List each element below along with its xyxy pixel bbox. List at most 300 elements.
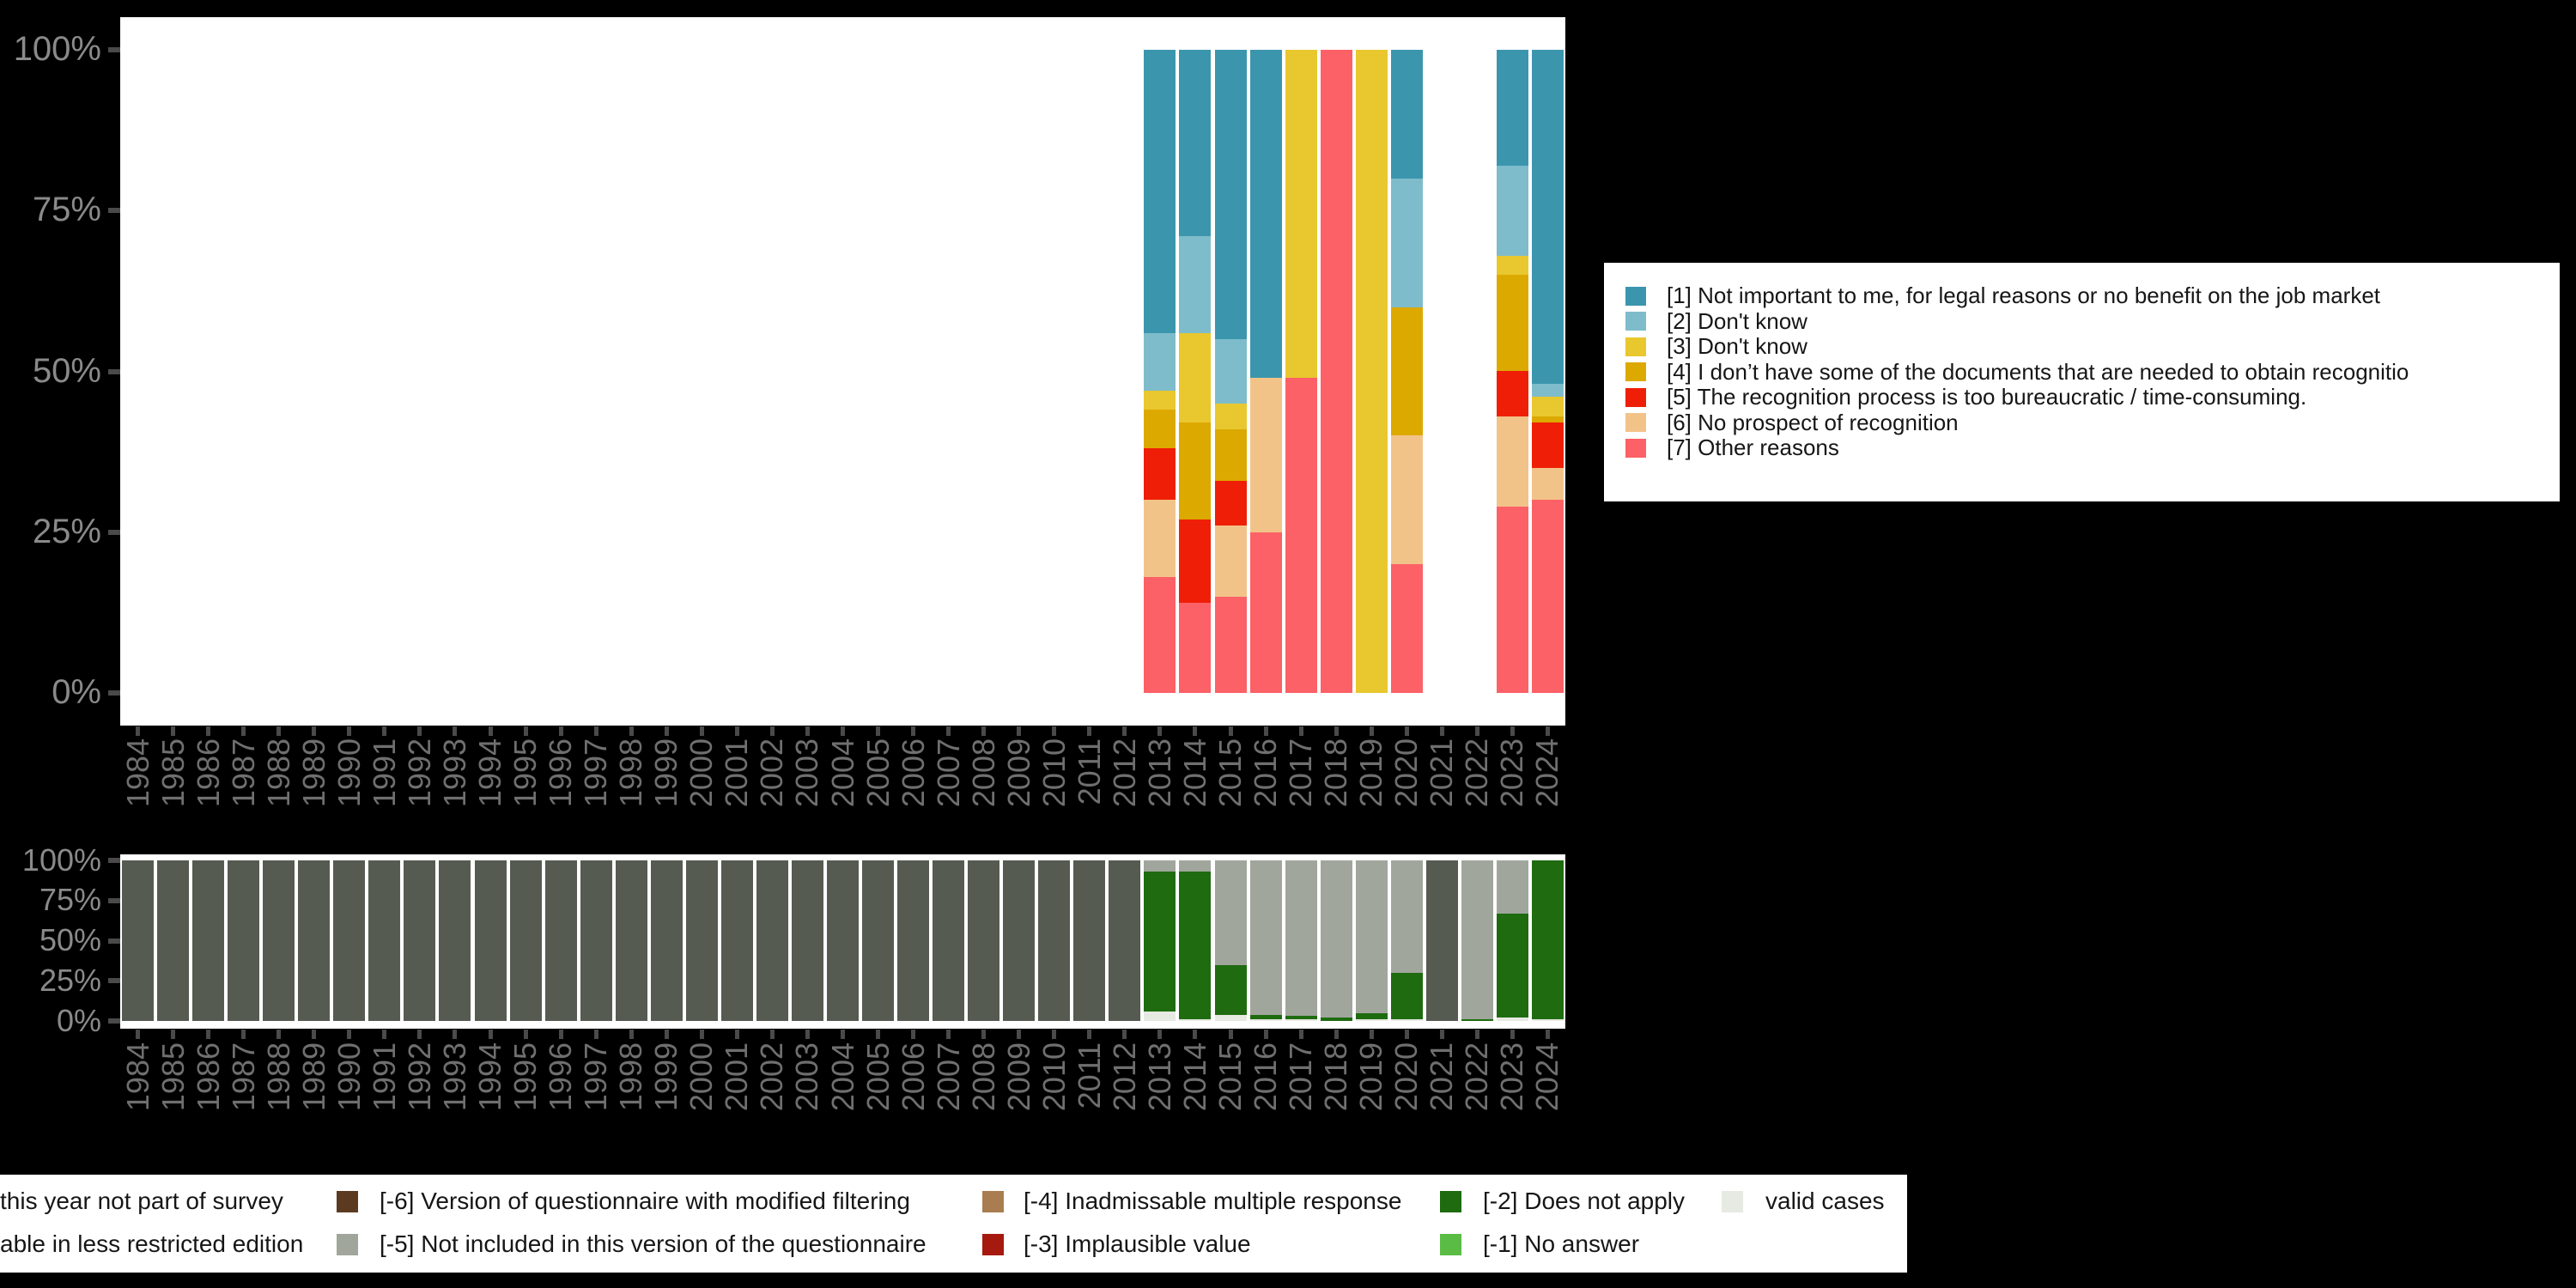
x-axis-label: 2004 [824, 1042, 860, 1112]
x-axis-tick [1334, 1030, 1339, 1039]
stacked-bar-2008 [968, 860, 999, 1021]
bar-segment [1144, 860, 1176, 872]
x-axis-tick [1299, 726, 1303, 736]
legend-label: [1] Not important to me, for legal reasons or no benefit on the job market [1667, 283, 2380, 309]
stacked-bar-1995 [510, 860, 542, 1021]
bar-segment [1144, 50, 1176, 333]
x-axis-tick [453, 1030, 457, 1039]
x-axis-label: 2015 [1212, 1042, 1249, 1112]
bar-segment [1497, 256, 1528, 275]
bar-segment [1497, 914, 1528, 1018]
y-axis-tick [108, 1018, 120, 1024]
x-axis-label: 2015 [1212, 738, 1249, 808]
x-axis-label: 1992 [401, 738, 437, 808]
x-axis-label: 2020 [1388, 738, 1425, 808]
x-axis-tick [805, 726, 810, 736]
x-axis-label: 1999 [648, 1042, 684, 1112]
legend-label: [4] I don’t have some of the documents that are needed to obtain recognitio [1667, 358, 2409, 385]
bar-segment [1144, 500, 1176, 577]
stacked-bar-1989 [298, 860, 330, 1021]
bar-segment [1179, 1019, 1211, 1021]
stacked-bar-2017 [1285, 860, 1317, 1021]
x-axis-label: 2017 [1283, 738, 1319, 808]
x-axis-label: 2014 [1176, 738, 1212, 808]
x-axis-tick [981, 726, 986, 736]
y-axis-label: 0% [52, 673, 101, 712]
x-axis-label: 2022 [1459, 738, 1495, 808]
stacked-bar-2006 [897, 860, 929, 1021]
bar-segment [1356, 50, 1388, 693]
x-axis-label: 2001 [719, 1042, 755, 1112]
bar-segment [1179, 860, 1211, 872]
x-axis-label: 2016 [1248, 738, 1284, 808]
x-axis-label: 1990 [331, 738, 367, 808]
bar-segment [651, 860, 683, 1021]
x-axis-label: 1999 [648, 738, 684, 808]
legend-swatch [1625, 388, 1646, 407]
x-axis-label: 1997 [578, 1042, 614, 1112]
legend-label: valid cases [1765, 1188, 1885, 1214]
stacked-bar-2003 [792, 860, 823, 1021]
bar-segment [1391, 973, 1423, 1019]
x-axis-tick [946, 726, 951, 736]
bar-segment [404, 860, 435, 1021]
stacked-bar-2013 [1144, 860, 1176, 1021]
y-axis-tick [108, 690, 120, 696]
stacked-bar-2018 [1321, 50, 1352, 693]
y-axis-label: 75% [32, 191, 101, 229]
bar-segment [616, 860, 647, 1021]
stacked-bar-1984 [122, 860, 154, 1021]
bar-segment [1215, 429, 1247, 481]
stacked-bar-2015 [1215, 860, 1247, 1021]
legend-swatch [982, 1234, 1004, 1255]
bar-segment [686, 860, 718, 1021]
y-axis-label: 50% [39, 922, 101, 958]
bar-segment [1179, 519, 1211, 603]
x-axis-label: 2023 [1494, 1042, 1530, 1112]
legend-swatch [1625, 362, 1646, 381]
bar-segment [1179, 603, 1211, 693]
bar-segment [510, 860, 542, 1021]
y-axis-label: 100% [21, 841, 101, 878]
bar-segment [1532, 422, 1564, 467]
bar-segment [333, 860, 365, 1021]
x-axis-label: 2004 [824, 738, 860, 808]
bar-segment [1497, 416, 1528, 507]
x-axis-tick [136, 1030, 140, 1039]
x-axis-tick [206, 1030, 210, 1039]
bar-segment [1144, 410, 1176, 448]
x-axis-label: 2017 [1283, 1042, 1319, 1112]
x-axis-tick [1264, 726, 1268, 736]
x-axis-tick [489, 726, 493, 736]
bar-segment [1356, 860, 1388, 1013]
bar-segment [439, 860, 471, 1021]
x-axis-tick [417, 726, 422, 736]
bar-segment [827, 860, 859, 1021]
x-axis-label: 2000 [683, 1042, 720, 1112]
y-axis-tick [108, 898, 120, 903]
x-axis-label: 2010 [1036, 738, 1072, 808]
bar-segment [298, 860, 330, 1021]
bar-segment [1179, 236, 1211, 332]
bar-segment [1250, 50, 1282, 378]
x-axis-label: 2002 [754, 1042, 790, 1112]
bar-segment [1038, 860, 1070, 1021]
legend-item [1604, 410, 2560, 436]
x-axis-label: 1984 [119, 738, 155, 808]
x-axis-tick [911, 1030, 915, 1039]
x-axis-label: 1984 [119, 1042, 155, 1112]
x-axis-label: 1987 [225, 738, 261, 808]
bar-segment [1532, 416, 1564, 422]
x-axis-label: 1996 [543, 1042, 579, 1112]
x-axis-label: 2002 [754, 738, 790, 808]
x-axis-label: 2014 [1176, 1042, 1212, 1112]
stacked-bar-2004 [827, 860, 859, 1021]
bar-segment [792, 860, 823, 1021]
x-axis-label: 1989 [295, 1042, 331, 1112]
x-axis-label: 1985 [155, 738, 191, 808]
x-axis-tick [171, 726, 175, 736]
legend-swatch [1440, 1191, 1461, 1212]
x-axis-tick [382, 1030, 386, 1039]
bar-segment [1144, 1012, 1176, 1021]
bar-segment [1497, 860, 1528, 914]
bar-segment [1215, 860, 1247, 965]
bar-segment [1215, 597, 1247, 693]
x-axis-label: 2022 [1459, 1042, 1495, 1112]
bar-segment [1215, 1015, 1247, 1021]
x-axis-tick [453, 726, 457, 736]
bar-segment [1461, 860, 1493, 1019]
x-axis-tick [347, 1030, 351, 1039]
bar-segment [1144, 872, 1176, 1012]
y-axis-tick [108, 47, 120, 52]
x-axis-tick [981, 1030, 986, 1039]
x-axis-tick [946, 1030, 951, 1039]
x-axis-label: 2018 [1318, 1042, 1354, 1112]
bar-segment [1497, 166, 1528, 256]
bar-segment [897, 860, 929, 1021]
x-axis-label: 2005 [860, 1042, 896, 1112]
x-axis-tick [1157, 1030, 1162, 1039]
x-axis-tick [1087, 726, 1091, 736]
x-axis-tick [1440, 726, 1444, 736]
stacked-bar-2016 [1250, 860, 1282, 1021]
legend-swatch [1625, 312, 1646, 331]
x-axis-label: 1998 [613, 1042, 649, 1112]
stacked-bar-2019 [1356, 860, 1388, 1021]
stacked-bar-2016 [1250, 50, 1282, 693]
bar-segment [1391, 564, 1423, 693]
legend-label: [-1] No answer [1483, 1230, 1640, 1257]
bar-segment [1179, 50, 1211, 236]
legend-swatch [1722, 1191, 1743, 1212]
bar-segment [1321, 1018, 1352, 1021]
x-axis-label: 2020 [1388, 1042, 1425, 1112]
stacked-bar-2010 [1038, 860, 1070, 1021]
x-axis-tick [1546, 1030, 1550, 1039]
x-axis-tick [594, 1030, 598, 1039]
x-axis-tick [312, 726, 316, 736]
bar-segment [1321, 50, 1352, 693]
stacked-bar-2013 [1144, 50, 1176, 693]
x-axis-tick [1370, 1030, 1374, 1039]
x-axis-tick [700, 726, 704, 736]
x-axis-label: 2021 [1424, 738, 1460, 808]
legend-item [1604, 435, 2560, 461]
x-axis-label: 2005 [860, 738, 896, 808]
x-axis-tick [276, 726, 281, 736]
x-axis-label: 2024 [1529, 1042, 1565, 1112]
y-axis-label: 100% [13, 30, 101, 69]
x-axis-label: 2011 [1071, 1042, 1107, 1109]
bar-segment [192, 860, 224, 1021]
x-axis-tick [524, 1030, 528, 1039]
legend-label: [3] Don't know [1667, 333, 1807, 360]
bar-segment [1144, 333, 1176, 391]
bar-segment [1215, 339, 1247, 404]
x-axis-label: 2011 [1071, 738, 1107, 805]
x-axis-tick [1405, 1030, 1409, 1039]
bar-segment [1532, 500, 1564, 693]
x-axis-label: 1987 [225, 1042, 261, 1112]
x-axis-label: 2007 [930, 1042, 966, 1112]
x-axis-label: 1993 [436, 1042, 472, 1112]
bar-segment [1144, 448, 1176, 500]
x-axis-tick [735, 726, 739, 736]
x-axis-tick [876, 1030, 880, 1039]
bar-segment [968, 860, 999, 1021]
bar-segment [368, 860, 400, 1021]
bar-segment [1497, 50, 1528, 166]
x-axis-label: 1996 [543, 738, 579, 808]
legend-swatch [1625, 337, 1646, 356]
x-axis-label: 1985 [155, 1042, 191, 1112]
bar-segment [862, 860, 894, 1021]
legend-item [1604, 309, 2560, 335]
x-axis-tick [1052, 726, 1056, 736]
x-axis-tick [665, 726, 669, 736]
x-axis-label: 1995 [507, 738, 544, 808]
x-axis-tick [1405, 726, 1409, 736]
x-axis-tick [770, 1030, 775, 1039]
stacked-bar-2011 [1073, 860, 1105, 1021]
x-axis-label: 1998 [613, 738, 649, 808]
bar-segment [1532, 1019, 1564, 1021]
bar-segment [157, 860, 189, 1021]
x-axis-label: 2006 [895, 738, 931, 808]
bar-segment [1532, 397, 1564, 416]
bar-segment [1215, 526, 1247, 596]
stacked-bar-1997 [580, 860, 612, 1021]
stacked-bar-2020 [1391, 860, 1423, 1021]
x-axis-tick [1087, 1030, 1091, 1039]
x-axis-tick [1299, 1030, 1303, 1039]
stacked-bar-1994 [475, 860, 507, 1021]
legend-item [1604, 283, 2560, 309]
stacked-bar-1991 [368, 860, 400, 1021]
y-axis-label: 0% [56, 1002, 101, 1038]
bar-segment [1003, 860, 1035, 1021]
x-axis-label: 1986 [190, 738, 226, 808]
stacked-bar-1990 [333, 860, 365, 1021]
x-axis-tick [1334, 726, 1339, 736]
x-axis-label: 2023 [1494, 738, 1530, 808]
x-axis-label: 1995 [507, 1042, 544, 1112]
x-axis-label: 2007 [930, 738, 966, 808]
bar-segment [1391, 435, 1423, 564]
x-axis-tick [1264, 1030, 1268, 1039]
y-axis-label: 50% [32, 351, 101, 390]
stacked-bar-2001 [721, 860, 753, 1021]
x-axis-label: 1994 [472, 738, 507, 808]
x-axis-tick [417, 1030, 422, 1039]
legend-item [1604, 334, 2560, 360]
x-axis-tick [524, 726, 528, 736]
bar-segment [122, 860, 154, 1021]
x-axis-tick [1122, 1030, 1127, 1039]
stacked-bar-1996 [545, 860, 577, 1021]
x-axis-tick [911, 726, 915, 736]
x-axis-tick [241, 1030, 246, 1039]
stacked-bar-2014 [1179, 50, 1211, 693]
x-axis-tick [1510, 726, 1515, 736]
y-axis-tick [108, 530, 120, 535]
x-axis-label: 2010 [1036, 1042, 1072, 1112]
x-axis-tick [382, 726, 386, 736]
stacked-bar-2024 [1532, 860, 1564, 1021]
x-axis-tick [241, 726, 246, 736]
legend-label: [-6] Version of questionnaire with modified filtering [380, 1188, 910, 1214]
bar-segment [1497, 507, 1528, 693]
bar-segment [1461, 1019, 1493, 1021]
x-axis-tick [1370, 726, 1374, 736]
x-axis-tick [770, 726, 775, 736]
x-axis-tick [171, 1030, 175, 1039]
bar-segment [1179, 333, 1211, 423]
bar-segment [475, 860, 507, 1021]
stacked-bar-2017 [1285, 50, 1317, 693]
bar-segment [1391, 860, 1423, 973]
stacked-bar-2023 [1497, 50, 1528, 693]
stacked-bar-1998 [616, 860, 647, 1021]
stacked-bar-1999 [651, 860, 683, 1021]
y-axis-label: 25% [39, 962, 101, 998]
x-axis-tick [1052, 1030, 1056, 1039]
stacked-bar-1986 [192, 860, 224, 1021]
x-axis-tick [1157, 726, 1162, 736]
x-axis-tick [629, 1030, 634, 1039]
stacked-bar-2020 [1391, 50, 1423, 693]
x-axis-tick [876, 726, 880, 736]
bar-segment [1532, 384, 1564, 397]
x-axis-tick [1193, 726, 1197, 736]
legend-swatch [982, 1191, 1004, 1212]
x-axis-tick [1475, 1030, 1479, 1039]
stacked-bar-2014 [1179, 860, 1211, 1021]
legend-label: [2] Don't know [1667, 307, 1807, 334]
x-axis-label: 2003 [789, 1042, 825, 1112]
bar-segment [1179, 422, 1211, 519]
x-axis-label: 2006 [895, 1042, 931, 1112]
x-axis-tick [629, 726, 634, 736]
x-axis-label: 2016 [1248, 1042, 1284, 1112]
x-axis-label: 2012 [1106, 738, 1142, 808]
x-axis-tick [312, 1030, 316, 1039]
x-axis-label: 2018 [1318, 738, 1354, 808]
x-axis-label: 2003 [789, 738, 825, 808]
x-axis-tick [206, 726, 210, 736]
bar-segment [1497, 1018, 1528, 1021]
x-axis-tick [594, 726, 598, 736]
legend-swatch [1625, 413, 1646, 432]
bar-segment [263, 860, 295, 1021]
x-axis-tick [136, 726, 140, 736]
bar-segment [1356, 1013, 1388, 1019]
bar-segment [933, 860, 964, 1021]
y-axis-tick [108, 939, 120, 944]
x-axis-label: 1991 [366, 738, 402, 808]
legend-label: [-4] Inadmissable multiple response [1024, 1188, 1402, 1214]
bar-segment [1285, 378, 1317, 693]
x-axis-label: 1986 [190, 1042, 226, 1112]
stacked-bar-1993 [439, 860, 471, 1021]
legend-item [1604, 385, 2560, 410]
x-axis-label: 2012 [1106, 1042, 1142, 1112]
stacked-bar-1988 [263, 860, 295, 1021]
stacked-bar-2018 [1321, 860, 1352, 1021]
bar-segment [1497, 275, 1528, 371]
x-axis-label: 2008 [965, 1042, 1001, 1112]
bar-segment [1497, 371, 1528, 416]
bar-segment [1532, 860, 1564, 1019]
x-axis-tick [489, 1030, 493, 1039]
x-axis-label: 2009 [1000, 1042, 1036, 1112]
bar-segment [1215, 50, 1247, 339]
stacked-bar-2009 [1003, 860, 1035, 1021]
y-axis-tick [108, 208, 120, 213]
x-axis-tick [1017, 1030, 1021, 1039]
bar-segment [1250, 1019, 1282, 1021]
stacked-bar-2012 [1109, 860, 1140, 1021]
stacked-bar-2000 [686, 860, 718, 1021]
stacked-bar-2005 [862, 860, 894, 1021]
bar-segment [1356, 1019, 1388, 1021]
x-axis-label: 2019 [1353, 1042, 1389, 1112]
x-axis-tick [1017, 726, 1021, 736]
legend-item [1604, 360, 2560, 386]
x-axis-tick [1440, 1030, 1444, 1039]
stacked-bar-2007 [933, 860, 964, 1021]
legend-label: [-3] Implausible value [1024, 1230, 1251, 1257]
legend-label: able in less restricted edition [0, 1230, 304, 1257]
bar-segment [228, 860, 259, 1021]
bar-segment [1391, 179, 1423, 307]
bar-segment [1285, 1019, 1317, 1021]
legend-label: this year not part of survey [0, 1188, 283, 1214]
x-axis-tick [841, 726, 845, 736]
stacked-bar-1987 [228, 860, 259, 1021]
stacked-bar-2019 [1356, 50, 1388, 693]
x-axis-tick [559, 726, 563, 736]
y-axis-tick [108, 858, 120, 863]
bar-segment [580, 860, 612, 1021]
x-axis-tick [1229, 1030, 1233, 1039]
bar-segment [1144, 391, 1176, 410]
